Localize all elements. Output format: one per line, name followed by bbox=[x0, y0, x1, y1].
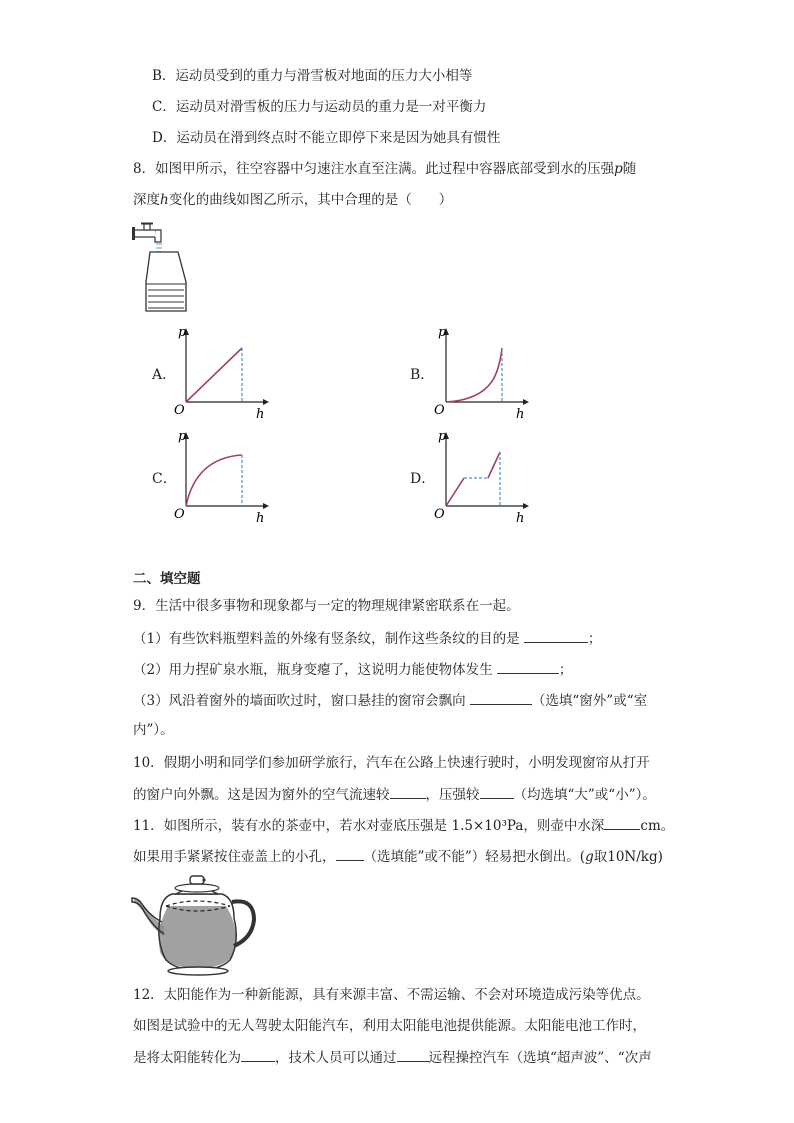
q9-sub2 bbox=[133, 659, 572, 680]
q12-line2: 如图是试验中的无人驾驶太阳能汽车，利用太阳能电池提供能源。太阳能电池工作时， bbox=[133, 1018, 646, 1034]
q9-stem: 9．生活中很多事物和现象都与一定的物理规律紧密联系在一起。 bbox=[133, 598, 520, 614]
q11-line1 bbox=[133, 815, 674, 836]
q9-sub3-end: （选填“窗外”或“室 bbox=[531, 693, 648, 709]
answer-blank[interactable] bbox=[497, 659, 559, 674]
q9-sub3 bbox=[133, 690, 647, 711]
q8-var-h: h bbox=[160, 192, 169, 208]
q12-text-a: 是将太阳能转化为 bbox=[133, 1050, 241, 1066]
q11-line2 bbox=[133, 846, 663, 867]
q8-a-axis-h: h bbox=[256, 407, 265, 420]
section-title: 二、填空题 bbox=[133, 571, 201, 587]
q9-sub1 bbox=[133, 628, 601, 649]
q11-var-g: g bbox=[585, 849, 594, 865]
q8-c-axis-h: h bbox=[256, 511, 265, 524]
q8-option-c-label: C． bbox=[152, 471, 177, 487]
q11-text-d: 如果用手紧紧按住壶盖上的小孔， bbox=[133, 849, 336, 865]
q12-line1: 12．太阳能作为一种新能源，具有来源丰富、不需运输、不会对环境造成污染等优点。 bbox=[133, 987, 650, 1003]
answer-blank[interactable] bbox=[524, 628, 588, 643]
q8-b-axis-p: p bbox=[438, 325, 447, 340]
q8-graph-a bbox=[172, 322, 272, 420]
q8-option-a-label: A． bbox=[152, 367, 177, 383]
q9-sub1-text: （1）有些饮料瓶塑料盖的外缘有竖条纹，制作这些条纹的目的是 bbox=[133, 631, 520, 647]
q12-line3 bbox=[133, 1047, 652, 1068]
q9-sub3-line2: 内”）。 bbox=[133, 722, 174, 738]
q7-option-b: B．运动员受到的重力与滑雪板对地面的压力大小相等 bbox=[152, 68, 473, 84]
q8-stem-text2b: 变化的曲线如图乙所示，其中合理的是（ ） bbox=[168, 192, 453, 208]
teapot-figure bbox=[130, 872, 260, 976]
answer-blank[interactable] bbox=[604, 815, 640, 830]
q8-graph-c bbox=[172, 426, 272, 524]
q11-text-e: （选填能”或不能”）轻易把水倒出。( bbox=[363, 849, 586, 865]
q11-text-f: 取10N/kg) bbox=[593, 849, 663, 865]
q9-sub3-text: （3）风沿着窗外的墙面吹过时，窗口悬挂的窗帘会飘向 bbox=[133, 693, 466, 709]
q9-sub2-text: （2）用力捏矿泉水瓶，瓶身变瘪了，这说明力能使物体发生 bbox=[133, 662, 493, 678]
q12-text-b: ，技术人员可以通过 bbox=[275, 1050, 397, 1066]
q8-var-p: p bbox=[614, 161, 623, 177]
q8-option-b-label: B． bbox=[410, 367, 435, 383]
q9-sub1-end: ； bbox=[587, 631, 602, 647]
q8-stem-end: 随 bbox=[622, 161, 637, 177]
answer-blank[interactable] bbox=[390, 784, 426, 799]
q8-b-axis-h: h bbox=[516, 407, 525, 420]
q8-d-axis-h: h bbox=[516, 511, 525, 524]
q8-d-origin: O bbox=[434, 507, 445, 522]
answer-blank[interactable] bbox=[470, 690, 532, 705]
faucet-container-figure bbox=[128, 222, 198, 314]
q8-stem-text: 8．如图甲所示，往空容器中匀速注水直至注满。此过程中容器底部受到水的压强 bbox=[133, 161, 615, 177]
q8-b-origin: O bbox=[434, 403, 445, 418]
q10-line1: 10．假期小明和同学们参加研学旅行，汽车在公路上快速行驶时，小明发现窗帘从打开 bbox=[133, 755, 650, 771]
q10-text-b: ，压强较 bbox=[425, 787, 480, 803]
answer-blank[interactable] bbox=[397, 1047, 429, 1062]
q8-stem-line1 bbox=[133, 159, 636, 179]
q11-text-c: cm。 bbox=[640, 818, 675, 834]
q9-sub2-end: ； bbox=[558, 662, 573, 678]
q8-graph-d bbox=[432, 426, 532, 524]
q10-text-c: （均选填“大”或“小”）。 bbox=[513, 787, 656, 803]
q8-c-axis-p: p bbox=[178, 429, 187, 444]
q8-a-axis-p: p bbox=[178, 325, 187, 340]
q11-pressure-value: 1.5×10³Pa bbox=[451, 818, 524, 834]
q8-d-axis-p: p bbox=[438, 429, 447, 444]
answer-blank[interactable] bbox=[336, 846, 364, 861]
q10-text-a: 的窗户向外飘。这是因为窗外的空气流速较 bbox=[133, 787, 390, 803]
q8-graph-b bbox=[432, 322, 532, 420]
q7-option-c: C．运动员对滑雪板的压力与运动员的重力是一对平衡力 bbox=[152, 99, 487, 115]
q11-text-a: 11．如图所示，装有水的茶壶中，若水对壶底压强是 bbox=[133, 818, 448, 834]
q8-a-origin: O bbox=[174, 403, 185, 418]
q8-stem-line2 bbox=[133, 190, 452, 210]
q7-option-d: D．运动员在滑到终点时不能立即停下来是因为她具有惯性 bbox=[152, 130, 501, 146]
q11-text-b: ，则壶中水深 bbox=[523, 818, 605, 834]
q12-text-c: 远程操控汽车（选填“超声波”、“次声 bbox=[428, 1050, 652, 1066]
q10-line2 bbox=[133, 784, 656, 805]
q8-stem-text2a: 深度 bbox=[133, 192, 160, 208]
q8-c-origin: O bbox=[174, 507, 185, 522]
q8-option-d-label: D． bbox=[410, 471, 436, 487]
answer-blank[interactable] bbox=[241, 1047, 275, 1062]
answer-blank[interactable] bbox=[480, 784, 514, 799]
